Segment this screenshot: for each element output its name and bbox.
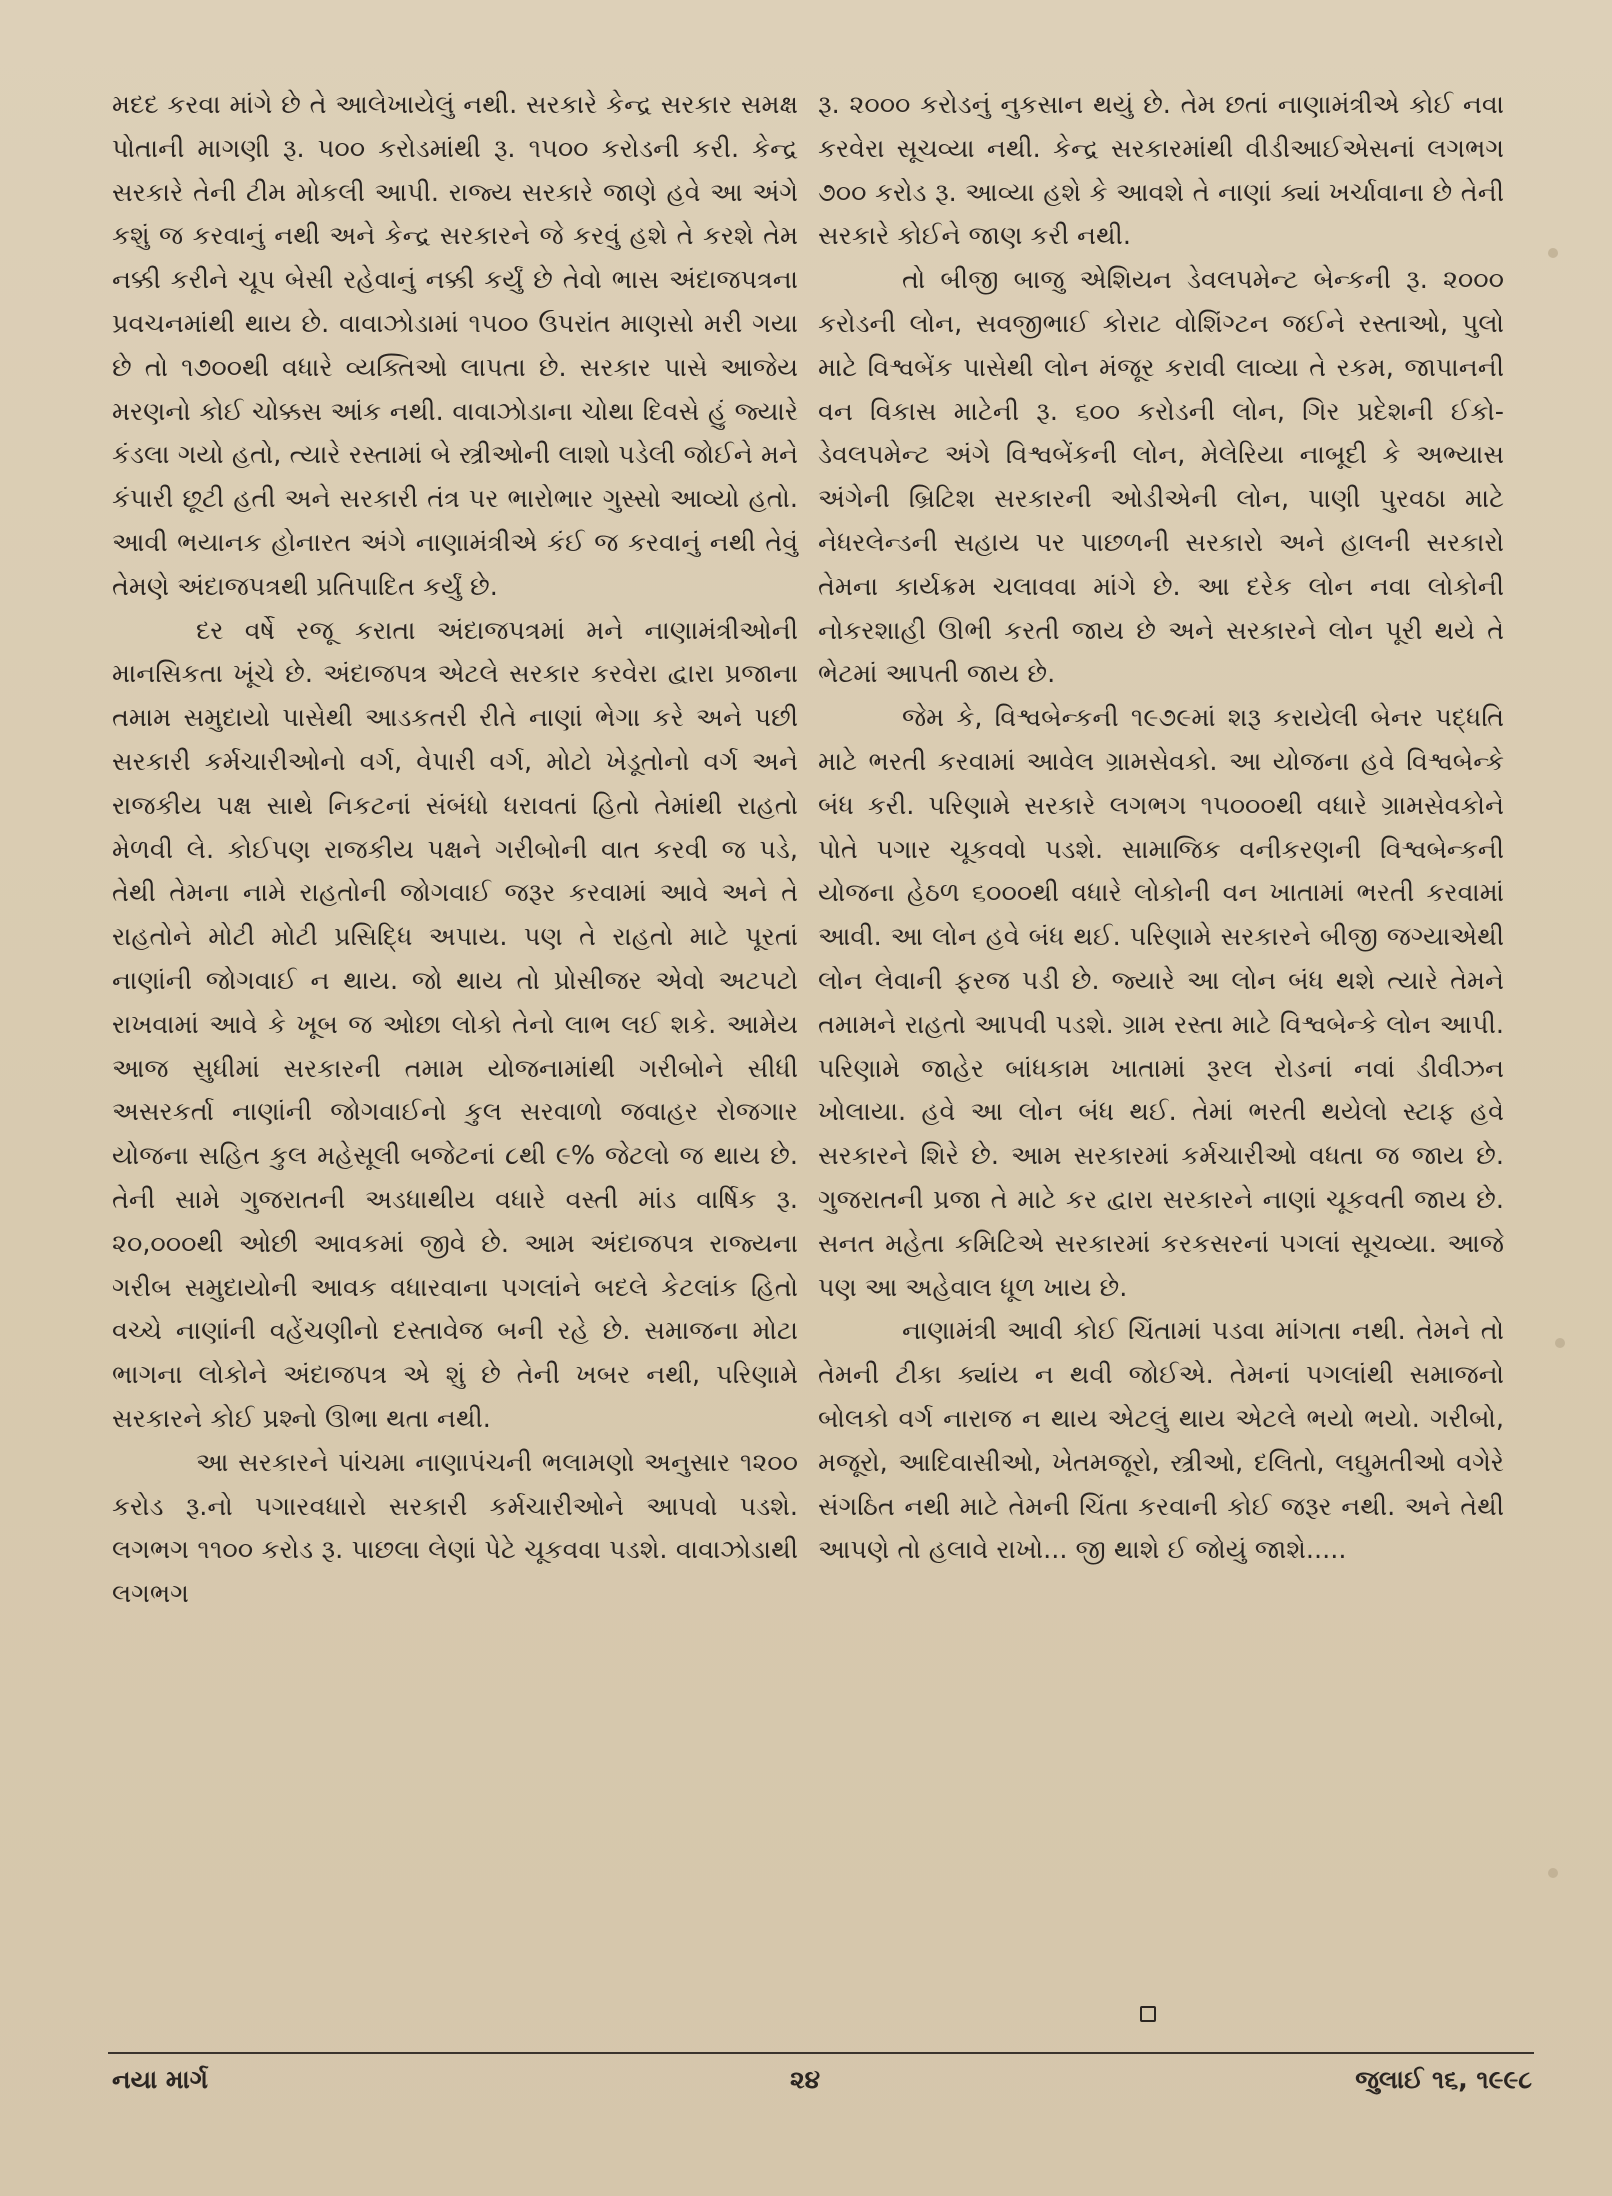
article-paragraph: તો બીજી બાજુ એશિયન ડેવલપમેન્ટ બેન્કની રૂ. ૨૦૦૦ કરોડની લોન, સવજીભાઈ કોરાટ વોશિંગ્ટન જઈને રસ્તાઓ, પુલો માટે વિશ્વબેંક પાસેથી લોન મંજૂર કરાવી લાવ્યા તે રકમ, જાપાનની વન વિકાસ માટેની રૂ. ૬૦૦ કરોડની લોન, ગિર પ્રદેશની ઈકો-ડેવલપમેન્ટ અંગે વિશ્વબેંકની લોન, મેલેરિયા નાબૂદી કે અભ્યાસ અંગેની બ્રિટિશ સરકારની ઓડીએની લોન, પાણી પુરવઠા માટે નેધરલેન્ડની સહાય પર પાછળની સરકારો અને હાલની સરકારો તેમના કાર્યક્રમ ચલાવવા માંગે છે. આ દરેક લોન નવા લોકોની નોકરશાહી ઊભી કરતી જાય છે અને સરકારને લોન પૂરી થયે તે ભેટમાં આપતી જાય છે. xyxy=(818,265,1504,690)
article-paragraph: નાણામંત્રી આવી કોઈ ચિંતામાં પડવા માંગતા નથી. તેમને તો તેમની ટીકા ક્યાંય ન થવી જોઈએ. તેમનાં પગલાંથી સમાજનો બોલકો વર્ગ નારાજ ન થાય એટલું થાય એટલે ભયો ભયો. ગરીબો, મજૂરો, આદિવાસીઓ, ખેતમજૂરો, સ્ત્રીઓ, દલિતો, લઘુમતીઓ વગેરે સંગઠિત નથી માટે તેમની ચિંતા કરવાની કોઈ જરૂર નથી. અને તેથી આપણે તો હલાવે રાખો... જી થાશે ઈ જોયું જાશે..... xyxy=(818,1316,1504,1566)
footer-issue-date: જુલાઈ ૧૬, ૧૯૯૮ xyxy=(1355,2065,1532,2094)
article-paragraph: મદદ કરવા માંગે છે તે આલેખાયેલું નથી. સરકારે કેન્દ્ર સરકાર સમક્ષ પોતાની માગણી રૂ. ૫૦૦ કરોડમાંથી રૂ. ૧૫૦૦ કરોડની કરી. કેન્દ્ર સરકારે તેની ટીમ મોકલી આપી. રાજ્ય સરકારે જાણે હવે આ અંગે કશું જ કરવાનું નથી અને કેન્દ્ર સરકારને જે કરવું હશે તે કરશે તેમ નક્કી કરીને ચૂપ બેસી રહેવાનું નક્કી કર્યું છે તેવો ભાસ અંદાજપત્રના પ્રવચનમાંથી થાય છે. વાવાઝોડામાં ૧૫૦૦ ઉપરાંત માણસો મરી ગયા છે તો ૧૭૦૦થી વધારે વ્યક્તિઓ લાપતા છે. સરકાર પાસે આજેય મરણનો કોઈ ચોક્કસ આંક નથી. વાવાઝોડાના ચોથા દિવસે હું જ્યારે કંડલા ગયો હતો, ત્યારે રસ્તામાં બે સ્ત્રીઓની લાશો પડેલી જોઈને મને કંપારી છૂટી હતી અને સરકારી તંત્ર પર ભારોભાર ગુસ્સો આવ્યો હતો. આવી ભયાનક હોનારત અંગે નાણામંત્રીએ કંઈ જ કરવાનું નથી તેવું તેમણે અંદાજપત્રથી પ્રતિપાદિત કર્યું છે. xyxy=(112,90,798,602)
paper-blemish xyxy=(1555,1338,1565,1348)
article-left-column xyxy=(112,84,798,1617)
footer-divider xyxy=(108,2052,1534,2054)
article-end-mark-icon xyxy=(1140,2006,1156,2022)
paper-blemish xyxy=(1548,248,1558,258)
footer-page-number: ૨૪ xyxy=(790,2065,821,2094)
footer-publication-name: નયા માર્ગ xyxy=(112,2065,208,2094)
article-paragraph: રૂ. ૨૦૦૦ કરોડનું નુકસાન થયું છે. તેમ છતાં નાણામંત્રીએ કોઈ નવા કરવેરા સૂચવ્યા નથી. કેન્દ્ર સરકારમાંથી વીડીઆઈએસનાં લગભગ ૭૦૦ કરોડ રૂ. આવ્યા હશે કે આવશે તે નાણાં ક્યાં ખર્ચાવાના છે તેની સરકારે કોઈને જાણ કરી નથી. xyxy=(818,90,1504,252)
article-right-column xyxy=(818,84,1504,1573)
article-paragraph: દર વર્ષે રજૂ કરાતા અંદાજપત્રમાં મને નાણામંત્રીઓની માનસિકતા ખૂંચે છે. અંદાજપત્ર એટલે સરકાર કરવેરા દ્વારા પ્રજાના તમામ સમુદાયો પાસેથી આડકતરી રીતે નાણાં ભેગા કરે અને પછી સરકારી કર્મચારીઓનો વર્ગ, વેપારી વર્ગ, મોટો ખેડૂતોનો વર્ગ અને રાજકીય પક્ષ સાથે નિકટનાં સંબંધો ધરાવતાં હિતો તેમાંથી રાહતો મેળવી લે. કોઈપણ રાજકીય પક્ષને ગરીબોની વાત કરવી જ પડે, તેથી તેમના નામે રાહતોની જોગવાઈ જરૂર કરવામાં આવે અને તે રાહતોને મોટી મોટી પ્રસિદ્ધિ અપાય. પણ તે રાહતો માટે પૂરતાં નાણાંની જોગવાઈ ન થાય. જો થાય તો પ્રોસીજર એવો અટપટો રાખવામાં આવે કે ખૂબ જ ઓછા લોકો તેનો લાભ લઈ શકે. આમેય આજ સુધીમાં સરકારની તમામ યોજનામાંથી ગરીબોને સીધી અસરકર્તા નાણાંની જોગવાઈનો કુલ સરવાળો જવાહર રોજગાર યોજના સહિત કુલ મહેસૂલી બજેટનાં ૮થી ૯% જેટલો જ થાય છે. તેની સામે ગુજરાતની અડધાથીય વધારે વસ્તી માંડ વાર્ષિક રૂ. ૨૦,૦૦૦થી ઓછી આવકમાં જીવે છે. આમ અંદાજપત્ર રાજ્યના ગરીબ સમુદાયોની આવક વધારવાના પગલાંને બદલે કેટલાંક હિતો વચ્ચે નાણાંની વહેંચણીનો દસ્તાવેજ બની રહે છે. સમાજના મોટા ભાગના લોકોને અંદાજપત્ર એ શું છે તેની ખબર નથી, પરિણામે સરકારને કોઈ પ્રશ્નો ઊભા થતા નથી. xyxy=(112,615,798,1434)
paper-blemish xyxy=(1548,1868,1558,1878)
article-paragraph: આ સરકારને પાંચમા નાણાપંચની ભલામણો અનુસાર ૧૨૦૦ કરોડ રૂ.નો પગારવધારો સરકારી કર્મચારીઓને આપવો પડશે. લગભગ ૧૧૦૦ કરોડ રૂ. પાછલા લેણાં પેટે ચૂકવવા પડશે. વાવાઝોડાથી લગભગ xyxy=(112,1447,798,1610)
article-paragraph: જેમ કે, વિશ્વબેન્કની ૧૯૭૯માં શરૂ કરાયેલી બેનર પદ્ધતિ માટે ભરતી કરવામાં આવેલ ગ્રામસેવકો. આ યોજના હવે વિશ્વબેન્કે બંધ કરી. પરિણામે સરકારે લગભગ ૧૫૦૦૦થી વધારે ગ્રામસેવકોને પોતે પગાર ચૂકવવો પડશે. સામાજિક વનીકરણની વિશ્વબેન્કની યોજના હેઠળ ૬૦૦૦થી વધારે લોકોની વન ખાતામાં ભરતી કરવામાં આવી. આ લોન હવે બંધ થઈ. પરિણામે સરકારને બીજી જગ્યાએથી લોન લેવાની ફરજ પડી છે. જ્યારે આ લોન બંધ થશે ત્યારે તેમને તમામને રાહતો આપવી પડશે. ગ્રામ રસ્તા માટે વિશ્વબેન્કે લોન આપી. પરિણામે જાહેર બાંધકામ ખાતામાં રૂરલ રોડનાં નવાં ડીવીઝન ખોલાયા. હવે આ લોન બંધ થઈ. તેમાં ભરતી થયેલો સ્ટાફ હવે સરકારને શિરે છે. આમ સરકારમાં કર્મચારીઓ વધતા જ જાય છે. ગુજરાતની પ્રજા તે માટે કર દ્વારા સરકારને નાણાં ચૂકવતી જાય છે. સનત મહેતા કમિટિએ સરકારમાં કરકસરનાં પગલાં સૂચવ્યા. આજે પણ આ અહેવાલ ધૂળ ખાય છે. xyxy=(818,703,1504,1303)
